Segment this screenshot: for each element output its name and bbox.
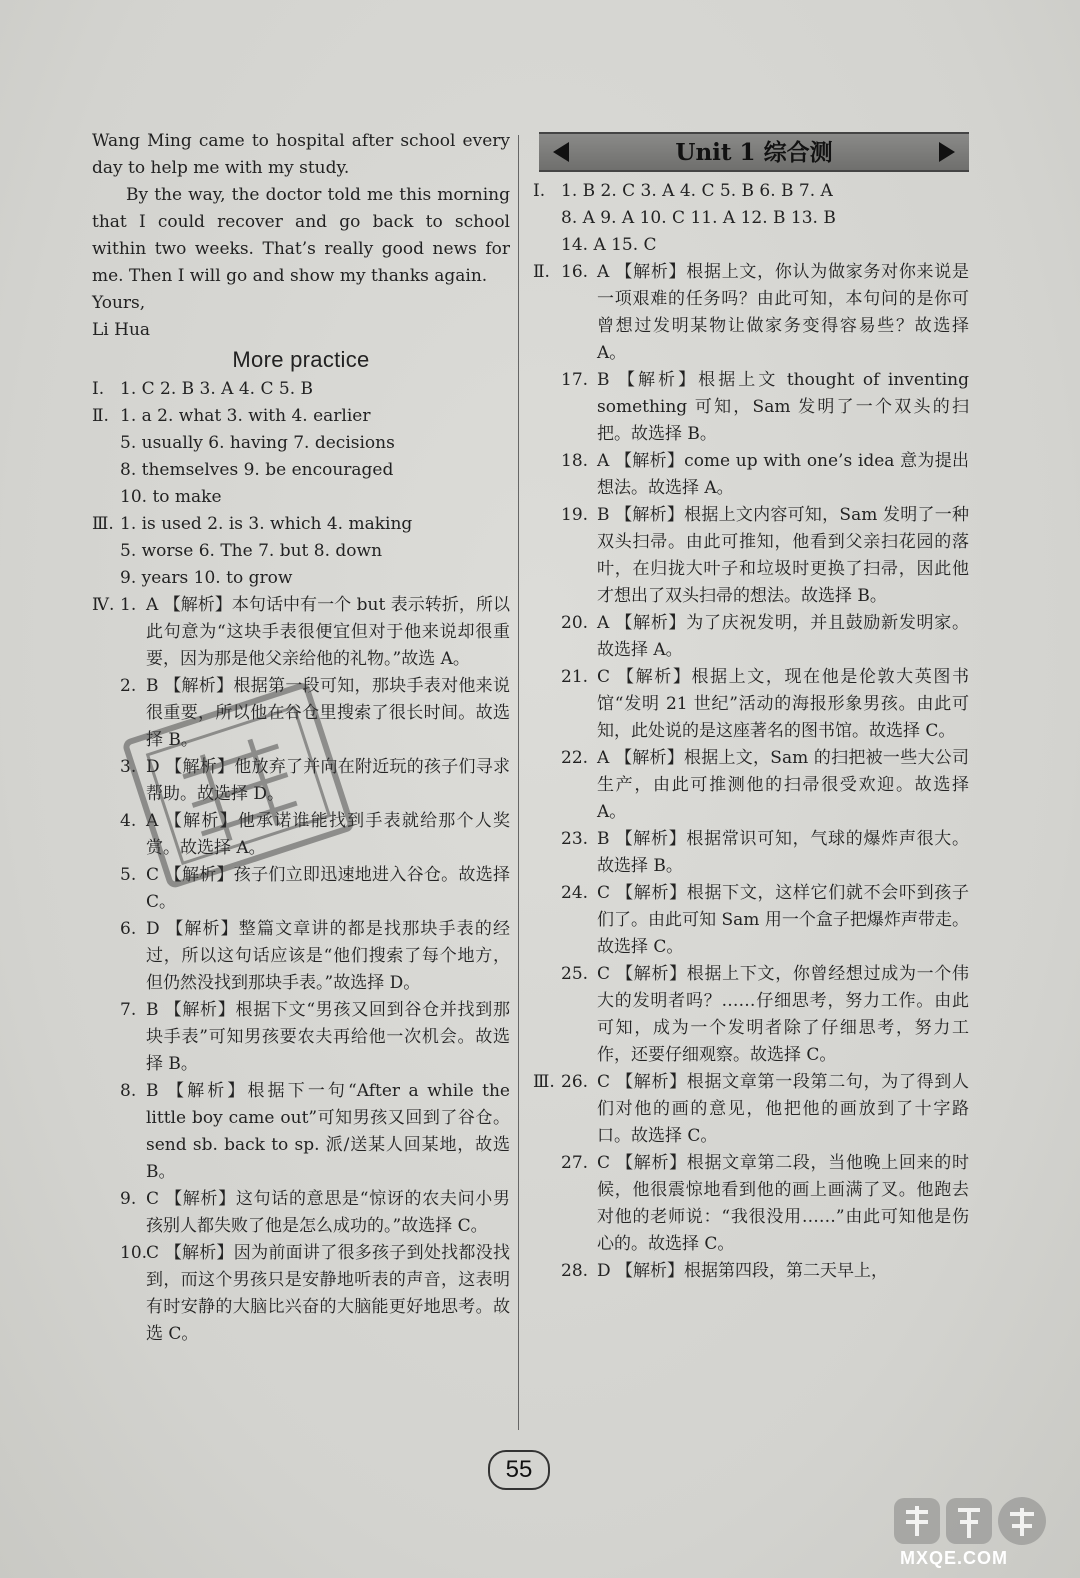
- answer-line: 8. A 9. A 10. C 11. A 12. B 13. B: [561, 208, 836, 228]
- list-item: [120, 916, 510, 997]
- ut-section-2-answers: [561, 259, 969, 1069]
- item-text: B 【解析】根据上文 thought of inventing something 可知，Sam 发明了一个双头的扫把。故选择 B。: [597, 370, 969, 444]
- item-text: B 【解析】根据第一段可知，那块手表对他来说很重要，所以他在谷仓里搜索了很长时间。故选择 B。: [146, 676, 510, 750]
- page-number: 55: [488, 1450, 550, 1490]
- triangle-left-icon: [553, 142, 569, 162]
- more-practice-title: More practice: [232, 347, 370, 372]
- section-marker: Ⅰ.: [533, 181, 546, 201]
- list-item: [120, 592, 510, 673]
- item-text: A 【解析】come up with one’s idea 意为提出想法。故选择 A。: [597, 451, 969, 498]
- item-text: C 【解析】孩子们立即迅速地进入谷仓。故选择 C。: [146, 865, 510, 912]
- list-item: [561, 1258, 969, 1285]
- item-number: 10.: [120, 1243, 148, 1263]
- item-text: C 【解析】根据下文，这样它们就不会吓到孩子们了。由此可知 Sam 用一个盒子把爆炸声带走。故选择 C。: [597, 883, 969, 957]
- answer-line: 5. worse 6. The 7. but 8. down: [120, 541, 383, 561]
- unit-banner: [539, 132, 969, 172]
- item-number: 18.: [561, 451, 589, 471]
- left-column: [92, 128, 510, 1348]
- mp-section-2: [92, 403, 510, 511]
- item-text: A 【解析】他承诺谁能找到手表就给那个人奖赏。故选择 A。: [146, 811, 510, 858]
- item-number: 9.: [120, 1189, 137, 1209]
- ut-section-1-answers: [561, 178, 969, 259]
- item-number: 21.: [561, 667, 589, 687]
- section-marker: Ⅱ.: [533, 262, 550, 282]
- item-number: 8.: [120, 1081, 137, 1101]
- item-number: 16.: [561, 262, 589, 282]
- item-number: 27.: [561, 1153, 589, 1173]
- section-marker: Ⅳ.: [92, 595, 115, 615]
- item-text: D 【解析】整篇文章讲的都是找那块手表的经过，所以这句话应该是“他们搜索了每个地方，但仍然没找到那块手表。”故选择 D。: [146, 919, 510, 993]
- item-number: 23.: [561, 829, 589, 849]
- mp-section-4-answers: [120, 592, 510, 1348]
- letter-signature: Li Hua: [92, 320, 151, 340]
- item-text: A 【解析】为了庆祝发明，并且鼓励新发明家。故选择 A。: [597, 613, 969, 660]
- list-item: [561, 367, 969, 448]
- list-item: [561, 745, 969, 826]
- list-item: [120, 1186, 510, 1240]
- item-text: A 【解析】根据上文，你认为做家务对你来说是一项艰难的任务吗？由此可知，本句问的是你可曾想过发明某物让做家务变得容易些？故选择 A。: [597, 262, 969, 363]
- item-number: 4.: [120, 811, 137, 831]
- item-text: A 【解析】本句话中有一个 but 表示转折，所以此句意为“这块手表很便宜但对于他来说却很重要，因为那是他父亲给他的礼物。”故选 A。: [146, 595, 510, 669]
- mp-section-1-answers: 1. C 2. B 3. A 4. C 5. B: [120, 379, 314, 399]
- item-number: 28.: [561, 1261, 589, 1281]
- item-text: C 【解析】根据上下文，你曾经想过成为一个伟大的发明者吗？……仔细思考，努力工作。由此可知，成为一个发明者除了仔细思考，努力工作，还要仔细观察。故选择 C。: [597, 964, 969, 1065]
- list-item: [120, 862, 510, 916]
- watermark-text: MXQE.COM: [900, 1548, 1009, 1568]
- list-item: [120, 808, 510, 862]
- list-item: [561, 826, 969, 880]
- list-item: [120, 1078, 510, 1186]
- section-marker: Ⅲ.: [92, 514, 114, 534]
- list-item: [561, 259, 969, 367]
- section-marker: Ⅲ.: [533, 1072, 555, 1092]
- letter-paragraph-1: Wang Ming came to hospital after school every day to help me with my study.: [92, 131, 510, 178]
- section-marker: Ⅰ.: [92, 379, 105, 399]
- item-number: 20.: [561, 613, 589, 633]
- item-number: 5.: [120, 865, 137, 885]
- answer-line: 1. is used 2. is 3. which 4. making: [120, 514, 413, 534]
- section-marker: Ⅱ.: [92, 406, 109, 426]
- answer-line: 1. a 2. what 3. with 4. earlier: [120, 406, 371, 426]
- letter-closing: Yours,: [92, 293, 146, 313]
- item-number: 3.: [120, 757, 137, 777]
- list-item: [120, 673, 510, 754]
- list-item: [561, 448, 969, 502]
- ut-section-3-answers: [561, 1069, 969, 1285]
- item-text: A 【解析】根据上文，Sam 的扫把被一些大公司生产，由此可推测他的扫帚很受欢迎。故选择 A。: [597, 748, 969, 822]
- list-item: [561, 1150, 969, 1258]
- item-number: 24.: [561, 883, 589, 903]
- answer-line: 14. A 15. C: [561, 235, 657, 255]
- list-item: [561, 610, 969, 664]
- mp-section-1: [92, 376, 510, 403]
- item-number: 6.: [120, 919, 137, 939]
- answer-line: 10. to make: [120, 487, 222, 507]
- item-text: D 【解析】他放弃了并向在附近玩的孩子们寻求帮助。故选择 D。: [146, 757, 510, 804]
- item-text: D 【解析】根据第四段，第二天早上，: [597, 1261, 889, 1281]
- item-number: 25.: [561, 964, 589, 984]
- answer-line: 5. usually 6. having 7. decisions: [120, 433, 395, 453]
- mp-section-2-answers: [120, 403, 510, 511]
- list-item: [561, 664, 969, 745]
- ut-section-2: [533, 259, 969, 1069]
- item-text: B 【解析】根据上文内容可知，Sam 发明了一种双头扫帚。由此可推知，他看到父亲扫花园的落叶，在归拢大叶子和垃圾时更换了扫帚，因此他才想出了双头扫帚的想法。故选择 B。: [597, 505, 969, 606]
- item-number: 17.: [561, 370, 589, 390]
- list-item: [120, 754, 510, 808]
- mp-section-4: [92, 592, 510, 1348]
- item-number: 1.: [120, 595, 137, 615]
- item-text: C 【解析】根据上文，现在他是伦敦大英图书馆“发明 21 世纪”活动的海报形象男孩。由此可知，此处说的是这座著名的图书馆。故选择 C。: [597, 667, 969, 741]
- mp-section-3-answers: [120, 511, 510, 592]
- item-text: C 【解析】这句话的意思是“惊讶的农夫问小男孩别人都失败了他是怎么成功的。”故选择 C。: [146, 1189, 510, 1236]
- mp-section-3: [92, 511, 510, 592]
- item-text: B 【解析】根据下文“男孩又回到谷仓并找到那块手表”可知男孩要农夫再给他一次机会。故选择 B。: [146, 1000, 510, 1074]
- item-number: 19.: [561, 505, 589, 525]
- letter-paragraph-2: By the way, the doctor told me this morning that I could recover and go back to school within two weeks. That’s really good news for me. Then I will go and show my thanks again.: [92, 185, 510, 286]
- item-text: B 【解析】根据下一句“After a while the little boy came out”可知男孩又回到了谷仓。send sb. back to sp. 派/送某人回某地，故选 B。: [146, 1081, 510, 1182]
- item-number: 26.: [561, 1072, 589, 1092]
- item-text: C 【解析】因为前面讲了很多孩子到处找都没找到，而这个男孩只是安静地听表的声音，这表明有时安静的大脑比兴奋的大脑能更好地思考。故选 C。: [146, 1243, 510, 1344]
- item-text: B 【解析】根据常识可知，气球的爆炸声很大。故选择 B。: [597, 829, 969, 876]
- item-text: C 【解析】根据文章第一段第二句，为了得到人们对他的画的意见，他把他的画放到了十字路口。故选择 C。: [597, 1072, 969, 1146]
- answer-line: 1. B 2. C 3. A 4. C 5. B 6. B 7. A: [561, 181, 833, 201]
- column-divider: [518, 135, 519, 1430]
- list-item: [120, 997, 510, 1078]
- list-item: [120, 1240, 510, 1348]
- item-number: 2.: [120, 676, 137, 696]
- list-item: [561, 502, 969, 610]
- item-number: 7.: [120, 1000, 137, 1020]
- ut-section-1: [533, 178, 969, 259]
- list-item: [561, 880, 969, 961]
- list-item: [561, 1069, 969, 1150]
- ut-section-3: [533, 1069, 969, 1285]
- item-number: 22.: [561, 748, 589, 768]
- answer-line: 8. themselves 9. be encouraged: [120, 460, 394, 480]
- triangle-right-icon: [939, 142, 955, 162]
- right-column: [533, 128, 969, 1285]
- answer-line: 9. years 10. to grow: [120, 568, 293, 588]
- item-text: C 【解析】根据文章第二段，当他晚上回来的时候，他很震惊地看到他的画上画满了叉。他跑去对他的老师说：“我很没用……”由此可知他是伤心的。故选择 C。: [597, 1153, 969, 1254]
- list-item: [561, 961, 969, 1069]
- unit-banner-title: Unit 1 综合测: [675, 138, 833, 166]
